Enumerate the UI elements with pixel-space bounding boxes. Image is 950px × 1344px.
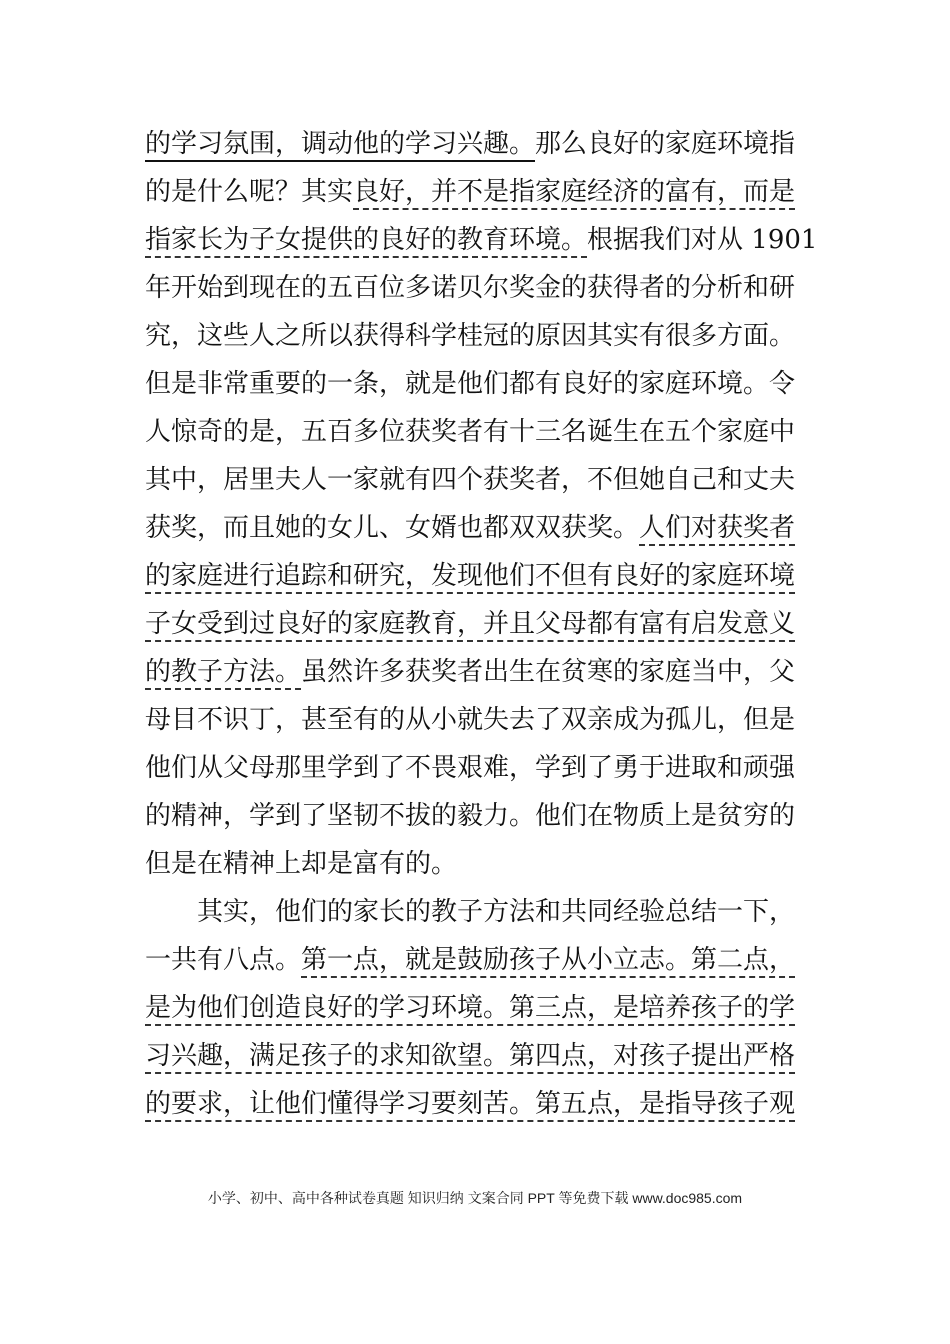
text-line: [145, 408, 809, 456]
text-segment: 获奖，而且她的女儿、女婿也都双双获奖。: [145, 513, 640, 543]
dashed-underlined-text: 习兴趣，满足孩子的求知欲望。第四点，对孩子提出严格: [145, 1041, 795, 1074]
text-line: [145, 360, 809, 408]
text-segment: 根据我们对从 1901: [587, 225, 818, 255]
text-segment: 但是非常重要的一条，就是他们都有良好的家庭环境。令: [145, 369, 796, 399]
text-line: [145, 312, 809, 360]
text-line: [145, 888, 809, 936]
text-line: [145, 120, 809, 168]
text-segment: 他们从父母那里学到了不畏艰难，学到了勇于进取和顽强: [145, 753, 796, 783]
text-line: [145, 1080, 809, 1128]
text-segment: 年开始到现在的五百位多诺贝尔奖金的获得者的分析和研: [145, 273, 796, 303]
text-segment: 的精神，学到了坚韧不拔的毅力。他们在物质上是贫穷的: [145, 801, 796, 831]
text-segment: 虽然许多获奖者出生在贫寒的家庭当中，父: [301, 657, 796, 687]
text-segment: 其中，居里夫人一家就有四个获奖者，不但她自己和丈夫: [145, 465, 796, 495]
underlined-text: 的学习氛围，调动他的学习兴趣。: [145, 129, 535, 162]
page-footer: 小学、初中、高中各种试卷真题 知识归纳 文案合同 PPT 等免费下载 www.doc985.com: [207, 1190, 743, 1206]
text-segment: 那么良好的家庭环境指: [535, 129, 796, 159]
text-line: [145, 840, 809, 888]
text-line: [145, 504, 809, 552]
text-line: [145, 984, 809, 1032]
text-line: [145, 168, 809, 216]
dashed-underlined-text: 是为他们创造良好的学习环境。第三点，是培养孩子的学: [145, 993, 795, 1026]
dashed-underlined-text: 的家庭进行追踪和研究，发现他们不但有良好的家庭环境: [145, 561, 795, 594]
text-line: [145, 936, 809, 984]
text-segment: 究，这些人之所以获得科学桂冠的原因其实有很多方面。: [145, 321, 796, 351]
text-line: [145, 600, 809, 648]
text-line: [145, 456, 809, 504]
text-line: [145, 216, 818, 264]
text-line: [145, 792, 809, 840]
text-line: [145, 1032, 809, 1080]
text-line: [145, 648, 809, 696]
dashed-underlined-text: 第一点，就是鼓励孩子从小立志。第二点，: [301, 945, 795, 978]
dashed-underlined-text: 良好，并不是指家庭经济的富有，而是: [353, 177, 795, 210]
dashed-underlined-text: 的教子方法。: [145, 657, 301, 690]
text-line: [145, 264, 809, 312]
body-text: [145, 120, 818, 1128]
text-segment: 一共有八点。: [145, 945, 302, 975]
dashed-underlined-text: 子女受到过良好的家庭教育，并且父母都有富有启发意义: [145, 609, 795, 642]
text-segment: 母目不识丁，甚至有的从小就失去了双亲成为孤儿，但是: [145, 705, 796, 735]
text-line: [145, 744, 809, 792]
text-line: [145, 552, 809, 600]
dashed-underlined-text: 人们对获奖者: [639, 513, 795, 546]
text-segment: 的是什么呢？其实: [145, 177, 354, 207]
text-segment: 人惊奇的是，五百多位获奖者有十三名诞生在五个家庭中: [145, 417, 796, 447]
text-line: [145, 696, 809, 744]
dashed-underlined-text: 的要求，让他们懂得学习要刻苦。第五点，是指导孩子观: [145, 1089, 795, 1122]
dashed-underlined-text: 指家长为子女提供的良好的教育环境。: [145, 225, 587, 258]
text-segment: 其实，他们的家长的教子方法和共同经验总结一下，: [197, 897, 796, 927]
text-segment: 但是在精神上却是富有的。: [145, 849, 458, 879]
